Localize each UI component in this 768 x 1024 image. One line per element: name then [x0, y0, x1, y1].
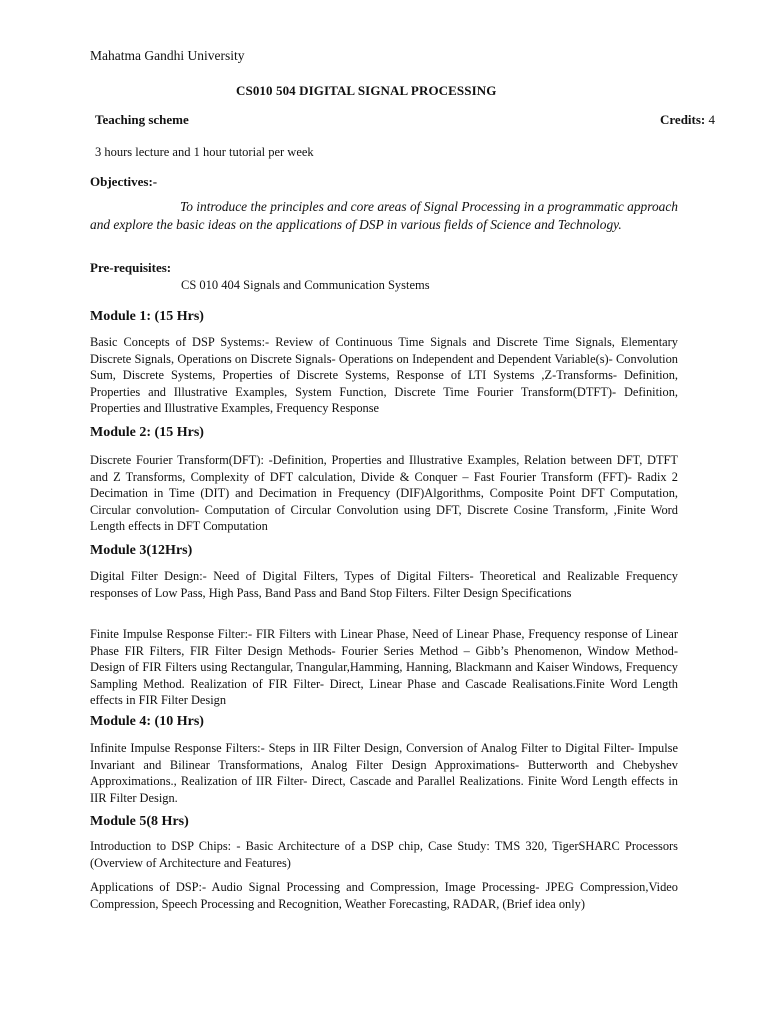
prerequisites-label: Pre-requisites:	[90, 260, 172, 275]
credits	[660, 112, 715, 128]
objectives-label: Objectives:-	[90, 174, 158, 189]
module-3-body-1: Digital Filter Design:- Need of Digital Filters, Types of Digital Filters- Theoretical and Realizable Frequency responses of Low Pass, High Pass, Band Pass and Band Stop Filters. Filter Design Specifications	[90, 569, 678, 600]
module-5-body-1: Introduction to DSP Chips: - Basic Architecture of a DSP chip, Case Study: TMS 320, TigerSHARC Processors (Overview of Architecture and Features)	[90, 839, 678, 870]
module-2-heading: Module 2: (15 Hrs)	[90, 425, 204, 440]
module-4-heading: Module 4: (10 Hrs)	[90, 714, 204, 729]
module-3-heading: Module 3(12Hrs)	[90, 543, 193, 558]
module-3-body-2: Finite Impulse Response Filter:- FIR Filters with Linear Phase, Need of Linear Phase, Frequency response of Linear Phase FIR Filters, FIR Filter Design Methods- Fourier Series Method – Gibb’s Phenomenon, Window Method- Design of FIR Filters using Rectangular, Tnangular,Hamming, Hanning, Blackmann and Kaiser Windows, Frequency Sampling Method. Realization of FIR Filter- Direct, Linear Phase and Cascade Realisations.Finite Word Length effects in FIR Filter Design	[90, 627, 678, 707]
hours-text: 3 hours lecture and 1 hour tutorial per week	[95, 145, 314, 159]
module-5-heading: Module 5(8 Hrs)	[90, 814, 189, 829]
module-1-heading: Module 1: (15 Hrs)	[90, 309, 204, 324]
credits-value: 4	[708, 112, 716, 127]
university-name: Mahatma Gandhi University	[90, 48, 245, 63]
module-1-body: Basic Concepts of DSP Systems:- Review of Continuous Time Signals and Discrete Time Signals, Elementary Discrete Signals, Operations on Discrete Signals- Operations on Independent and Dependent Variable(s)- Convolution Sum, Discrete Systems, Properties of Discrete Systems, Response of LTI Systems ,Z-Transforms- Definition, Properties and Illustrative Examples, System Function, Discrete Time Fourier Transform(DTFT)- Definition, Properties and Illustrative Examples, Frequency Response	[90, 335, 678, 415]
module-4-body: Infinite Impulse Response Filters:- Steps in IIR Filter Design, Conversion of Analog Filter to Digital Filter- Impulse Invariant and Bilinear Transformations, Analog Filter Design Approximations- Butterworth and Chebyshev Approximations., Realization of IIR Filter- Direct, Cascade and Parallel Realizations. Finite Word Length effects in IIR Filter Design.	[90, 741, 678, 805]
teaching-scheme-label: Teaching scheme	[95, 112, 189, 127]
module-2-body: Discrete Fourier Transform(DFT): -Definition, Properties and Illustrative Examples, Relation between DFT, DTFT and Z Transforms, Complexity of DFT calculation, Divide & Conquer – Fast Fourier Transform (FFT)- Radix 2 Decimation in Time (DIT) and Decimation in Frequency (DIF)Algorithms, Composite Point DFT Computation, Circular convolution- Computation of Circular Convolution using DFT, Discrete Cosine Transform, ,Finite Word Length effects in DFT Computation	[90, 453, 678, 533]
credits-label: Credits:	[660, 112, 706, 127]
module-5-body-2: Applications of DSP:- Audio Signal Processing and Compression, Image Processing- JPEG Compression,Video Compression, Speech Processing and Recognition, Weather Forecasting, RADAR, (Brief idea only)	[90, 880, 678, 911]
objectives-text: To introduce the principles and core areas of Signal Processing in a programmatic approach and explore the basic ideas on the applications of DSP in various fields of Science and Technology.	[90, 199, 678, 232]
prerequisites-text: CS 010 404 Signals and Communication Systems	[181, 278, 430, 292]
course-title: CS010 504 DIGITAL SIGNAL PROCESSING	[236, 83, 497, 98]
